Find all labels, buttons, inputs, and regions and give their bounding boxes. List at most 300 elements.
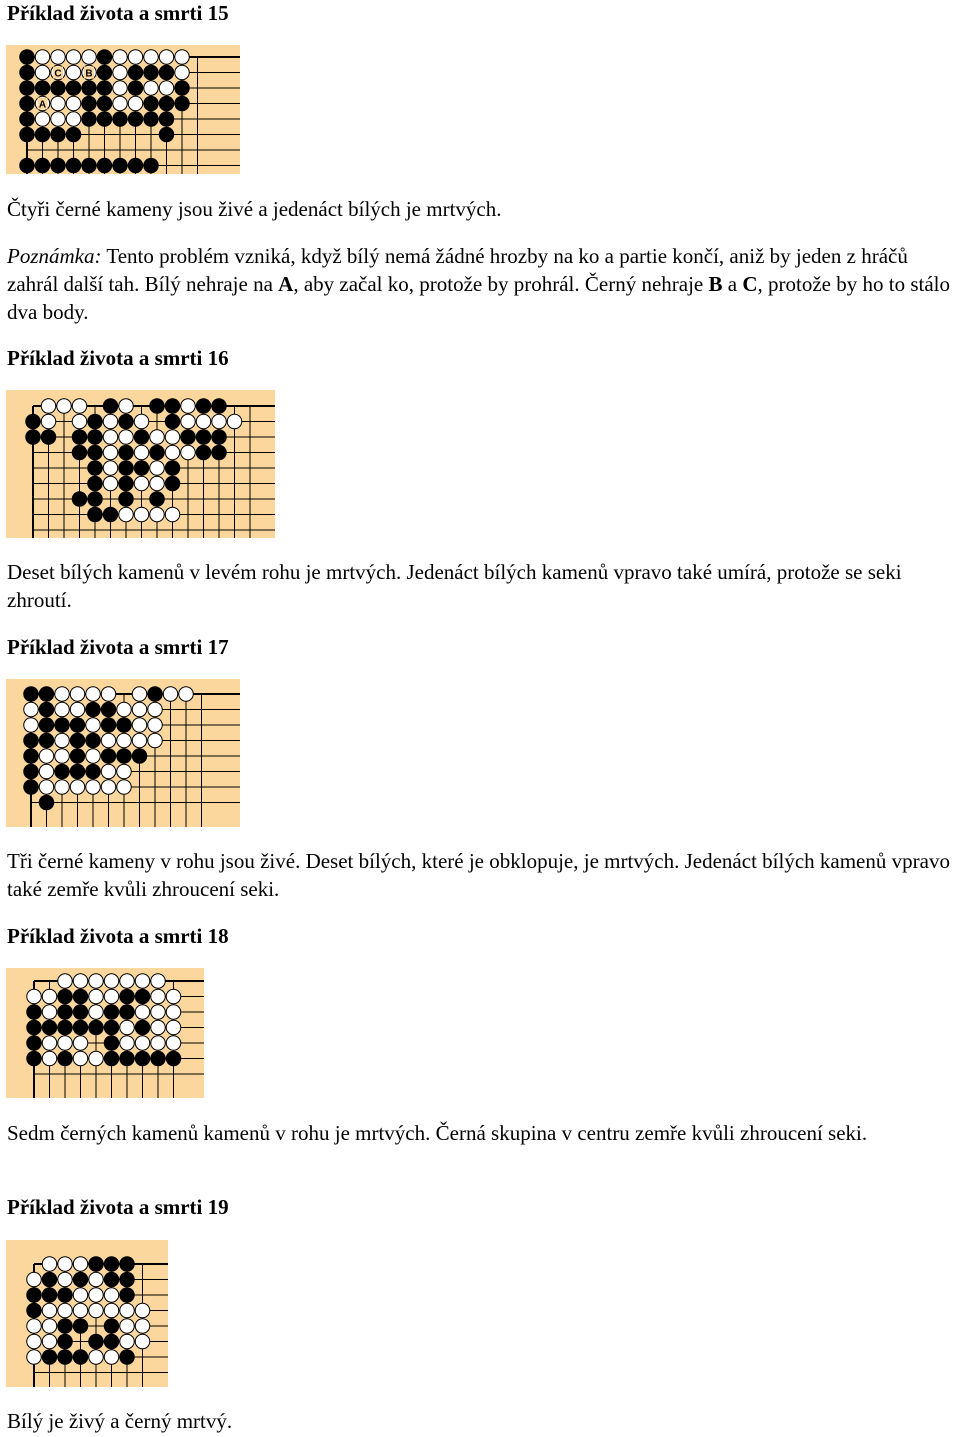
black-stone	[128, 81, 143, 96]
white-stone	[117, 702, 132, 717]
black-stone	[70, 733, 85, 748]
example-17-text-1	[7, 847, 957, 903]
black-stone	[20, 65, 35, 80]
black-stone	[144, 96, 159, 111]
black-stone	[58, 1051, 73, 1066]
white-stone	[104, 989, 119, 1004]
black-stone	[119, 492, 134, 507]
white-stone	[159, 50, 174, 65]
white-stone	[101, 780, 116, 795]
white-stone	[120, 974, 135, 989]
text-run: A	[278, 272, 294, 296]
black-stone	[86, 764, 101, 779]
black-stone	[117, 718, 132, 733]
white-stone	[35, 65, 50, 80]
white-stone	[55, 733, 70, 748]
black-stone	[104, 1020, 119, 1035]
black-stone	[104, 1319, 119, 1334]
black-stone	[103, 507, 118, 522]
black-stone	[113, 112, 128, 127]
black-stone	[120, 1272, 135, 1287]
black-stone	[128, 112, 143, 127]
black-stone	[159, 112, 174, 127]
black-stone	[55, 718, 70, 733]
white-stone	[101, 733, 116, 748]
black-stone	[58, 1288, 73, 1303]
white-stone	[151, 1005, 166, 1020]
text-run: Tento problém vzniká, když bílý nemá žádné hrozby na ko a partie končí, aniž by jeden z hráčů zahrál další tah. Bílý nehraje na	[7, 244, 908, 296]
white-stone	[134, 445, 149, 460]
white-stone	[135, 974, 150, 989]
white-stone	[175, 65, 190, 80]
white-stone	[151, 974, 166, 989]
black-stone	[165, 414, 180, 429]
white-stone	[134, 414, 149, 429]
text-run: Poznámka:	[7, 244, 102, 268]
black-stone	[175, 81, 190, 96]
black-stone	[58, 1350, 73, 1365]
black-stone	[104, 1334, 119, 1349]
white-stone	[179, 687, 194, 702]
go-board-18	[6, 968, 204, 1098]
white-stone	[101, 764, 116, 779]
black-stone	[39, 702, 54, 717]
black-stone	[20, 96, 35, 111]
black-stone	[82, 96, 97, 111]
white-stone	[103, 445, 118, 460]
black-stone	[175, 96, 190, 111]
white-stone	[104, 1288, 119, 1303]
black-stone	[134, 461, 149, 476]
black-stone	[119, 414, 134, 429]
black-stone	[159, 65, 174, 80]
black-stone	[72, 430, 87, 445]
black-stone	[151, 1051, 166, 1066]
white-stone	[58, 1303, 73, 1318]
text-run: Deset bílých kamenů v levém rohu je mrtvých. Jedenáct bílých kamenů vpravo také umírá, protože se seki zhroutí.	[7, 560, 902, 612]
white-stone	[103, 461, 118, 476]
black-stone	[196, 399, 211, 414]
white-stone	[132, 687, 147, 702]
black-stone	[27, 1020, 42, 1035]
white-stone	[227, 414, 242, 429]
white-stone	[150, 476, 165, 491]
black-stone	[27, 1303, 42, 1318]
black-stone	[104, 1257, 119, 1272]
white-stone	[165, 445, 180, 460]
black-stone	[165, 476, 180, 491]
text-run: Bílý je živý a černý mrtvý.	[7, 1409, 233, 1433]
black-stone	[212, 445, 227, 460]
white-stone	[70, 687, 85, 702]
black-stone	[135, 989, 150, 1004]
white-stone	[24, 702, 39, 717]
white-stone	[119, 507, 134, 522]
white-stone	[42, 1036, 57, 1051]
white-stone	[27, 989, 42, 1004]
white-stone	[150, 461, 165, 476]
white-stone	[72, 399, 87, 414]
black-stone	[119, 476, 134, 491]
white-stone	[51, 96, 66, 111]
white-stone	[166, 1020, 181, 1035]
white-stone	[101, 687, 116, 702]
white-stone	[70, 702, 85, 717]
white-stone	[165, 507, 180, 522]
black-stone	[73, 1272, 88, 1287]
black-stone	[104, 1005, 119, 1020]
white-stone	[89, 989, 104, 1004]
black-stone	[97, 96, 112, 111]
text-run: a	[722, 272, 743, 296]
white-stone	[42, 1319, 57, 1334]
example-15-title: Příklad života a smrti 15	[7, 1, 229, 25]
white-stone	[144, 50, 159, 65]
go-board-16	[6, 390, 275, 538]
white-stone	[39, 749, 54, 764]
black-stone	[119, 445, 134, 460]
black-stone	[70, 764, 85, 779]
text-run: , aby začal ko, protože by prohrál. Černý nehraje	[293, 272, 709, 296]
black-stone	[150, 445, 165, 460]
black-stone	[144, 65, 159, 80]
white-stone	[150, 430, 165, 445]
white-stone	[159, 81, 174, 96]
black-stone	[73, 1005, 88, 1020]
white-stone	[89, 974, 104, 989]
black-stone	[35, 127, 50, 142]
black-stone	[196, 445, 211, 460]
text-run: , protože by ho to stálo dva body.	[7, 272, 950, 324]
black-stone	[42, 1288, 57, 1303]
black-stone	[196, 430, 211, 445]
white-stone	[104, 974, 119, 989]
black-stone	[27, 1288, 42, 1303]
black-stone	[134, 430, 149, 445]
white-stone	[42, 1334, 57, 1349]
white-stone	[35, 112, 50, 127]
white-stone	[55, 749, 70, 764]
black-stone	[24, 749, 39, 764]
white-stone	[58, 1272, 73, 1287]
black-stone	[120, 1288, 135, 1303]
black-stone	[82, 81, 97, 96]
black-stone	[58, 1319, 73, 1334]
example-16-text-1	[7, 558, 957, 614]
black-stone	[51, 158, 66, 173]
white-stone	[113, 81, 128, 96]
white-stone	[148, 733, 163, 748]
black-stone	[70, 749, 85, 764]
white-stone	[135, 1005, 150, 1020]
white-stone	[117, 780, 132, 795]
white-stone	[66, 65, 81, 80]
black-stone	[24, 687, 39, 702]
white-stone	[181, 399, 196, 414]
black-stone	[39, 718, 54, 733]
black-stone	[72, 492, 87, 507]
black-stone	[101, 702, 116, 717]
black-stone	[24, 780, 39, 795]
white-stone	[103, 430, 118, 445]
white-stone	[132, 702, 147, 717]
white-stone	[55, 780, 70, 795]
black-stone	[104, 1051, 119, 1066]
black-stone	[88, 414, 103, 429]
black-stone	[120, 1350, 135, 1365]
white-stone	[27, 1350, 42, 1365]
black-stone	[165, 399, 180, 414]
white-stone	[42, 989, 57, 1004]
black-stone	[26, 414, 41, 429]
go-board-15	[6, 45, 240, 174]
black-stone	[42, 1350, 57, 1365]
black-stone	[42, 1272, 57, 1287]
white-stone	[196, 414, 211, 429]
white-stone	[39, 780, 54, 795]
text-run: Čtyři černé kameny jsou živé a jedenáct bílých je mrtvých.	[7, 197, 502, 221]
black-stone	[120, 989, 135, 1004]
white-stone	[120, 1334, 135, 1349]
black-stone	[135, 1051, 150, 1066]
black-stone	[103, 399, 118, 414]
black-stone	[39, 733, 54, 748]
black-stone	[24, 733, 39, 748]
white-stone	[128, 96, 143, 111]
white-stone	[135, 1334, 150, 1349]
point-marker-label: B	[85, 68, 93, 80]
white-stone	[41, 414, 56, 429]
white-stone	[166, 1005, 181, 1020]
black-stone	[144, 158, 159, 173]
black-stone	[132, 749, 147, 764]
white-stone	[113, 96, 128, 111]
white-stone	[86, 687, 101, 702]
white-stone	[212, 414, 227, 429]
black-stone	[89, 1257, 104, 1272]
white-stone	[117, 733, 132, 748]
black-stone	[51, 127, 66, 142]
go-board-17	[6, 679, 240, 827]
black-stone	[97, 50, 112, 65]
black-stone	[104, 1272, 119, 1287]
white-stone	[86, 780, 101, 795]
black-stone	[66, 158, 81, 173]
white-stone	[58, 974, 73, 989]
white-stone	[104, 1303, 119, 1318]
black-stone	[20, 81, 35, 96]
white-stone	[134, 507, 149, 522]
black-stone	[86, 733, 101, 748]
white-stone	[117, 764, 132, 779]
white-stone	[42, 1051, 57, 1066]
white-stone	[165, 430, 180, 445]
black-stone	[135, 1020, 150, 1035]
white-stone	[86, 718, 101, 733]
white-stone	[151, 1020, 166, 1035]
white-stone	[41, 399, 56, 414]
black-stone	[24, 764, 39, 779]
black-stone	[35, 81, 50, 96]
black-stone	[82, 158, 97, 173]
point-marker-label: A	[38, 99, 47, 111]
white-stone	[134, 476, 149, 491]
white-stone	[73, 1051, 88, 1066]
white-stone	[89, 1005, 104, 1020]
white-stone	[181, 445, 196, 460]
go-board-19	[6, 1240, 168, 1387]
white-stone	[103, 414, 118, 429]
example-15-text-2	[7, 242, 957, 326]
black-stone	[27, 1005, 42, 1020]
white-stone	[27, 1272, 42, 1287]
white-stone	[35, 50, 50, 65]
white-stone	[135, 1303, 150, 1318]
black-stone	[150, 492, 165, 507]
black-stone	[88, 492, 103, 507]
white-stone	[150, 507, 165, 522]
white-stone	[58, 1036, 73, 1051]
text-run: Sedm černých kamenů kamenů v rohu je mrtvých. Černá skupina v centru zemře kvůli zhroucení seki.	[7, 1121, 868, 1145]
example-16-title: Příklad života a smrti 16	[7, 346, 229, 370]
white-stone	[73, 1036, 88, 1051]
black-stone	[148, 687, 163, 702]
black-stone	[117, 749, 132, 764]
black-stone	[97, 112, 112, 127]
black-stone	[58, 1020, 73, 1035]
white-stone	[89, 1350, 104, 1365]
white-stone	[89, 1051, 104, 1066]
white-stone	[113, 50, 128, 65]
white-stone	[55, 702, 70, 717]
white-stone	[120, 1303, 135, 1318]
white-stone	[148, 718, 163, 733]
black-stone	[119, 461, 134, 476]
black-stone	[97, 81, 112, 96]
black-stone	[89, 1334, 104, 1349]
white-stone	[73, 974, 88, 989]
black-stone	[150, 399, 165, 414]
white-stone	[42, 1303, 57, 1318]
black-stone	[39, 795, 54, 810]
example-19-text-1	[7, 1407, 957, 1435]
white-stone	[51, 50, 66, 65]
black-stone	[88, 476, 103, 491]
black-stone	[26, 430, 41, 445]
point-marker-label: C	[54, 68, 62, 80]
text-run: C	[742, 272, 758, 296]
white-stone	[70, 780, 85, 795]
black-stone	[42, 1020, 57, 1035]
white-stone	[57, 399, 72, 414]
black-stone	[73, 1350, 88, 1365]
white-stone	[132, 733, 147, 748]
black-stone	[97, 65, 112, 80]
white-stone	[82, 50, 97, 65]
black-stone	[165, 461, 180, 476]
black-stone	[82, 112, 97, 127]
black-stone	[212, 399, 227, 414]
black-stone	[88, 461, 103, 476]
black-stone	[58, 1334, 73, 1349]
black-stone	[27, 1051, 42, 1066]
white-stone	[89, 1288, 104, 1303]
black-stone	[120, 1257, 135, 1272]
black-stone	[39, 687, 54, 702]
black-stone	[73, 1020, 88, 1035]
white-stone	[66, 112, 81, 127]
white-stone	[119, 430, 134, 445]
black-stone	[104, 1036, 119, 1051]
black-stone	[159, 96, 174, 111]
white-stone	[39, 764, 54, 779]
white-stone	[132, 718, 147, 733]
black-stone	[88, 507, 103, 522]
white-stone	[181, 414, 196, 429]
black-stone	[35, 158, 50, 173]
black-stone	[159, 127, 174, 142]
black-stone	[70, 718, 85, 733]
example-15-text-1	[7, 195, 957, 223]
white-stone	[120, 1020, 135, 1035]
black-stone	[27, 1036, 42, 1051]
white-stone	[89, 1272, 104, 1287]
black-stone	[20, 50, 35, 65]
white-stone	[42, 1005, 57, 1020]
text-run: B	[708, 272, 723, 296]
white-stone	[135, 1319, 150, 1334]
white-stone	[119, 399, 134, 414]
text-run: Tři černé kameny v rohu jsou živé. Deset bílých, které je obklopuje, je mrtvých. Jedenáct bílých kamenů vpravo také zemře kvůli zhroucení seki.	[7, 849, 950, 901]
black-stone	[20, 158, 35, 173]
white-stone	[135, 1036, 150, 1051]
black-stone	[72, 445, 87, 460]
white-stone	[120, 1036, 135, 1051]
black-stone	[20, 112, 35, 127]
white-stone	[27, 1319, 42, 1334]
white-stone	[51, 112, 66, 127]
white-stone	[66, 50, 81, 65]
white-stone	[24, 718, 39, 733]
black-stone	[88, 445, 103, 460]
white-stone	[86, 749, 101, 764]
black-stone	[89, 1020, 104, 1035]
black-stone	[41, 430, 56, 445]
white-stone	[72, 414, 87, 429]
black-stone	[212, 430, 227, 445]
example-18-title: Příklad života a smrti 18	[7, 924, 229, 948]
white-stone	[166, 989, 181, 1004]
example-18-text-1	[7, 1119, 957, 1147]
black-stone	[86, 702, 101, 717]
black-stone	[166, 1051, 181, 1066]
white-stone	[166, 1036, 181, 1051]
white-stone	[175, 50, 190, 65]
black-stone	[97, 158, 112, 173]
black-stone	[128, 65, 143, 80]
black-stone	[128, 158, 143, 173]
black-stone	[113, 158, 128, 173]
white-stone	[73, 1303, 88, 1318]
white-stone	[144, 81, 159, 96]
white-stone	[27, 1334, 42, 1349]
white-stone	[73, 1257, 88, 1272]
example-17-title: Příklad života a smrti 17	[7, 635, 229, 659]
white-stone	[151, 989, 166, 1004]
white-stone	[120, 1319, 135, 1334]
white-stone	[128, 50, 143, 65]
white-stone	[151, 1036, 166, 1051]
